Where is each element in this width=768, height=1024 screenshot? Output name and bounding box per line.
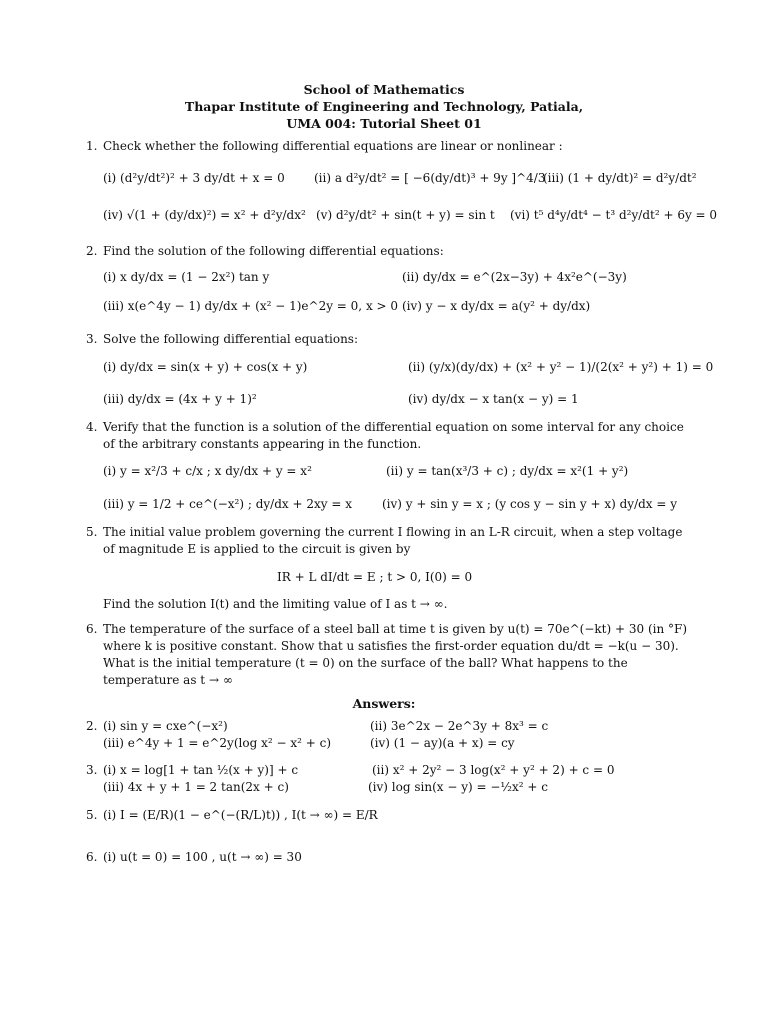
q1-eq-v: (v) d²y/dt² + sin(t + y) = sin t [316,208,495,222]
school-name: School of Mathematics [303,82,465,97]
q3-eq-ii: (ii) (y/x)(dy/dx) + (x² + y² − 1)/(2(x² + y²) + 1) = 0 [408,360,714,374]
answer2-number: 2. [86,719,98,733]
q3-number: 3. [86,332,98,346]
sheet-title: UMA 004: Tutorial Sheet 01 [286,116,482,131]
answer2-ii: (ii) 3e^2x − 2e^3y + 8x³ = c [370,719,549,733]
answer2-iv: (iv) (1 − ay)(a + x) = cy [370,736,515,750]
q3-eq-iv: (iv) dy/dx − x tan(x − y) = 1 [408,392,579,406]
q2-eq-iii: (iii) x(e^4y − 1) dy/dx + (x² − 1)e^2y = 0, x > 0 [103,299,399,313]
q1-text: Check whether the following differential equations are linear or nonlinear : [103,139,563,153]
q6-text-line2: where k is positive constant. Show that u satisfies the first-order equation du/dt = −k(u − 30). [103,639,679,653]
q5-text-line1: The initial value problem governing the current I flowing in an L-R circuit, when a step voltage [103,525,683,539]
answer5-number: 5. [86,808,98,822]
answer3-ii: (ii) x² + 2y² − 3 log(x² + y² + 2) + c = 0 [372,763,615,777]
q3-eq-i: (i) dy/dx = sin(x + y) + cos(x + y) [103,360,308,374]
q2-eq-i: (i) x dy/dx = (1 − 2x²) tan y [103,270,270,284]
answer6-number: 6. [86,850,98,864]
answer3-iv: (iv) log sin(x − y) = −½x² + c [368,780,549,794]
q1-eq-iii: (iii) (1 + dy/dt)² = d²y/dt² [543,171,697,185]
q4-eq-ii: (ii) y = tan(x³/3 + c) ; dy/dx = x²(1 + y²) [386,464,629,478]
answer6-i: (i) u(t = 0) = 100 , u(t → ∞) = 30 [103,850,302,864]
answer3-iii: (iii) 4x + y + 1 = 2 tan(2x + c) [103,780,289,794]
answer5-i: (i) I = (E/R)(1 − e^(−(R/L)t)) , I(t → ∞) = E/R [103,808,378,822]
institute-name: Thapar Institute of Engineering and Technology, Patiala, [184,99,584,114]
q5-text-line2: of magnitude E is applied to the circuit is given by [103,542,411,556]
q6-number: 6. [86,622,98,636]
q5-text-line3: Find the solution I(t) and the limiting value of I as t → ∞. [103,597,448,611]
q1-eq-iv: (iv) √(1 + (dy/dx)²) = x² + d²y/dx² [103,208,306,222]
q5-number: 5. [86,525,98,539]
q6-text-line3: What is the initial temperature (t = 0) on the surface of the ball? What happens to the [103,656,628,670]
q4-eq-iii: (iii) y = 1/2 + ce^(−x²) ; dy/dx + 2xy = x [103,497,352,511]
answer3-number: 3. [86,763,98,777]
q4-text-line1: Verify that the function is a solution of the differential equation on some interval for any choice [103,420,684,434]
answer2-i: (i) sin y = cxe^(−x²) [103,719,228,733]
q1-number: 1. [86,139,98,153]
q3-text: Solve the following differential equations: [103,332,359,346]
q6-text-line4: temperature as t → ∞ [103,673,233,687]
q1-eq-ii: (ii) a d²y/dt² = [ −6(dy/dt)³ + 9y ]^4/3 [314,171,546,185]
q2-eq-iv: (iv) y − x dy/dx = a(y² + dy/dx) [402,299,591,313]
q4-eq-i: (i) y = x²/3 + c/x ; x dy/dx + y = x² [103,464,312,478]
q3-eq-iii: (iii) dy/dx = (4x + y + 1)² [103,392,257,406]
answers-heading: Answers: [352,696,416,711]
q4-number: 4. [86,420,98,434]
q2-eq-ii: (ii) dy/dx = e^(2x−3y) + 4x²e^(−3y) [402,270,627,284]
answer3-i: (i) x = log[1 + tan ½(x + y)] + c [103,763,299,777]
q5-equation: IR + L dI/dt = E ; t > 0, I(0) = 0 [277,570,473,584]
q1-eq-vi: (vi) t⁵ d⁴y/dt⁴ − t³ d²y/dt² + 6y = 0 [510,208,718,222]
q1-eq-i: (i) (d²y/dt²)² + 3 dy/dt + x = 0 [103,171,285,185]
q2-text: Find the solution of the following differential equations: [103,244,444,258]
q4-eq-iv: (iv) y + sin y = x ; (y cos y − sin y + x) dy/dx = y [382,497,678,511]
q6-text-line1: The temperature of the surface of a steel ball at time t is given by u(t) = 70e^(−kt) + 30 (in °F) [103,622,688,636]
q2-number: 2. [86,244,98,258]
answer2-iii: (iii) e^4y + 1 = e^2y(log x² − x² + c) [103,736,331,750]
q4-text-line2: of the arbitrary constants appearing in the function. [103,437,422,451]
